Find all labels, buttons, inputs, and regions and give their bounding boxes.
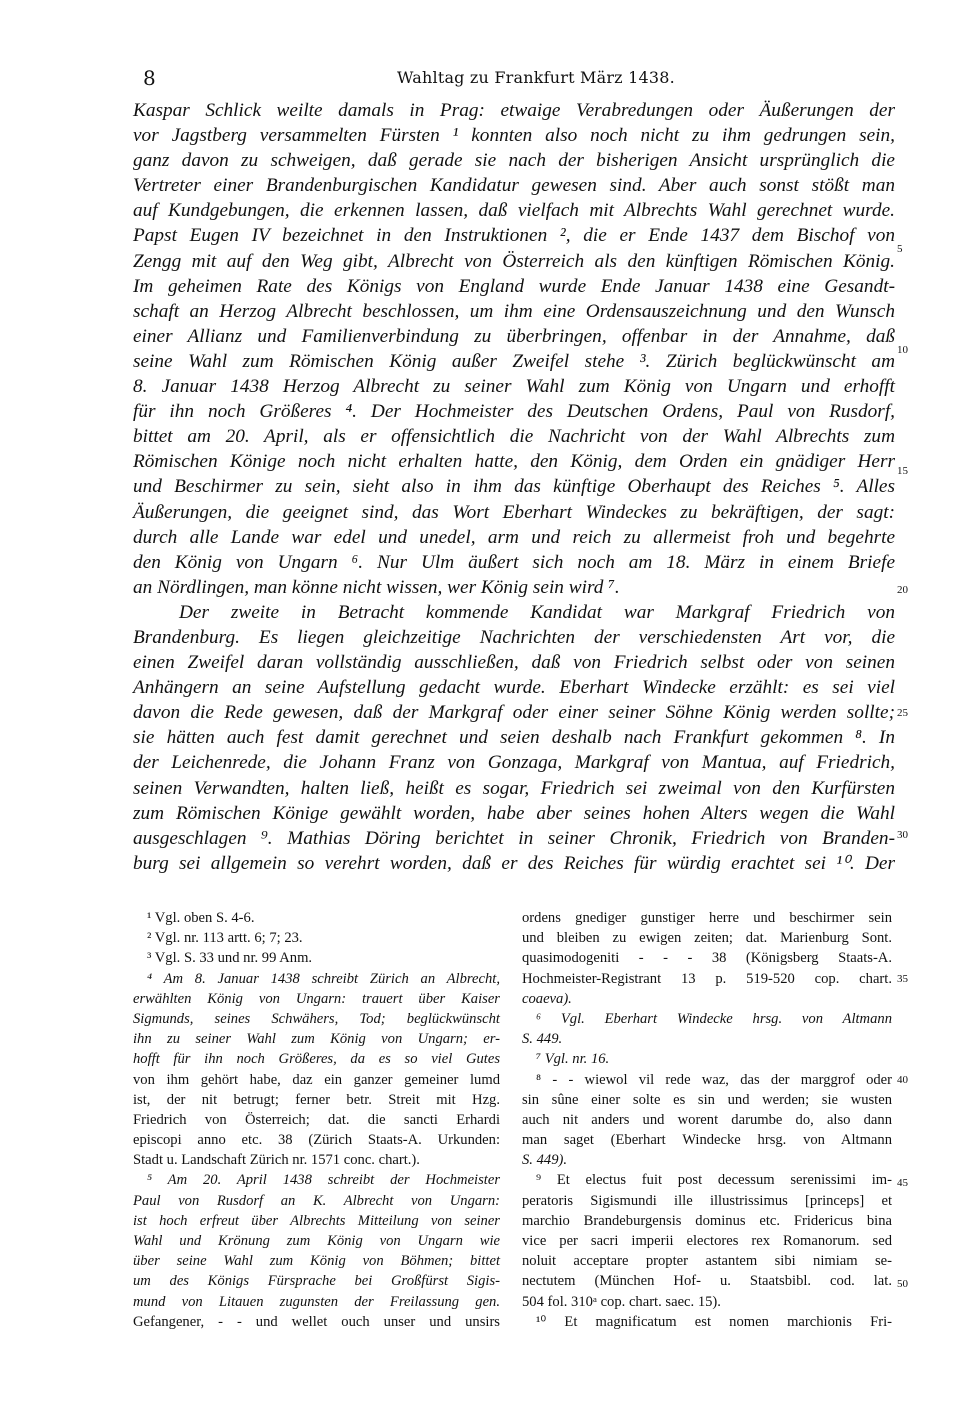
footnote-line: Sigmunds, seines Schwähers, Tod; beglückwünscht [133,1010,500,1027]
text-line: ganz davon zu schweigen, daß gerade sie nach der bisherigen Ansicht ursprünglich die [133,150,895,172]
text-line: zum Römischen Könige gewählt worden, habe aber seines hohen Alters wegen die Wahl [133,802,895,824]
footnote-line: von ihm gehört habe, daz ein ganzer gemeiner lumd [133,1071,500,1088]
page-number: 8 [143,66,156,90]
footnote-line: ² Vgl. nr. 113 artt. 6; 7; 23. [147,930,303,947]
footnote-line: ⁴ Am 8. Januar 1438 schreibt Zürich an Albrecht, [147,970,500,987]
text-line: für ihn noch Größeres ⁴. Der Hochmeister des Deutschen Ordens, Paul von Rusdorf, [133,401,895,423]
line-number: 10 [897,344,908,356]
text-line: ausgeschlagen ⁹. Mathias Döring berichtet in seiner Chronik, Friedrich von Branden- [133,827,895,849]
text-line: einer Allianz und Familienverbindung zu überbringen, offenbar in der Annahme, daß [133,325,895,347]
line-number: 35 [897,973,908,985]
text-line: vor Jagstberg versammelten Fürsten ¹ konnten also noch nicht zu ihm gedrungen sein, [133,125,895,147]
text-line: Im geheimen Rate des Königs von England wurde Ende Januar 1438 eine Gesandt- [133,275,895,297]
page-header [143,66,903,90]
text-line: burg sei allgemein so verehrt worden, daß er des Reiches für würdig erachtet sei ¹⁰. Der [133,852,895,874]
text-line: Zengg mit auf den Weg gibt, Albrecht von Österreich als den künftigen Römischen König. [133,250,895,272]
text-line: durch alle Lande war edel und unedel, arm und reich zu allermeist froh und begehrte [133,526,895,548]
footnote-line: Stadt u. Landschaft Zürich nr. 1571 conc. chart.). [133,1152,420,1169]
footnote-line: sin sûne einer solte es sin und werden; sie wusten [522,1091,892,1108]
text-line: bittet am 20. April, als er offensichtlich die Nachricht von der Wahl Albrechts zum [133,426,895,448]
footnote-line: peratoris Sigismundi ille illustrissimus [princeps] et [522,1192,892,1209]
footnote-line: Friedrich von Österreich; dat. die sancti Erhardi [133,1111,500,1128]
footnote-line: Hochmeister-Registrant 13 p. 519-520 cop. chart. [522,970,892,987]
text-line: Papst Eugen IV bezeichnet in den Instruktionen ², die er Ende 1437 dem Bischof von [133,225,895,247]
footnote-line: Paul von Rusdorf an K. Albrecht von Ungarn: [133,1192,500,1209]
footnote-line: auch nit anders und worent darumbe do, also dann [522,1111,892,1128]
footnote-line: ihn zu seiner Wahl zum König von Ungarn; er- [133,1031,500,1048]
footnote-line: ordens gnediger gunstiger herre und beschirmer sein [522,910,892,926]
line-number: 15 [897,465,908,477]
footnote-line: man saget (Eberhart Windecke hrsg. von Altmann [522,1132,892,1149]
text-line: Vertreter einer Brandenburgischen Kandidatur gewesen sind. Aber auch sonst stößt man [133,175,895,197]
footnote-line: ⁶ Vgl. Eberhart Windecke hrsg. von Altmann [536,1010,892,1027]
footnote-line: noluit acceptare propter astantem sibi nimiam se- [522,1253,892,1270]
footnote-line: hofft für ihn noch Größeres, da es so viel Gutes [133,1051,500,1068]
footnote-line: ist hoch erfreut über Albrechts Mitteilung von seiner [133,1212,500,1229]
text-line: Äußerungen, die geeignet sind, das Wort Eberhart Windeckes zu bekräftigen, der sagt: [133,501,895,523]
line-number: 20 [897,584,908,596]
main-text [133,98,895,876]
line-number: 25 [897,707,908,719]
footnotes-right-column [522,908,892,1332]
line-number: 45 [897,1177,908,1189]
footnote-line: ⁷ Vgl. nr. 16. [536,1051,610,1068]
footnote-line: und bleiben zu ewigen zeiten; dat. Marienburg Sont. [522,930,892,947]
text-line: an Nördlingen, man könne nicht wissen, wer König sein wird ⁷. [133,576,620,598]
text-line: der Leichenrede, die Johann Franz von Gonzaga, Markgraf von Mantua, auf Friedrich, [133,752,895,774]
footnote-line: ⁹ Et electus fuit post decessum serenissimi im- [536,1172,892,1189]
text-line: schaft an Herzog Albrecht beschlossen, um ihm eine Ordensauszeichnung und den Wunsch [133,300,895,322]
line-number: 50 [897,1278,908,1290]
footnote-line: vice per sacri imperii electores rex Romanorum. sed [522,1233,892,1249]
text-line: Kaspar Schlick weilte damals in Prag: etwaige Verabredungen oder Äußerungen der [133,100,895,121]
line-number: 5 [897,243,903,255]
footnote-line: marchio Brandeburgensis dominus etc. Fridericus bina [522,1212,892,1229]
text-line: auf Kundgebungen, die erkennen lassen, daß vielfach mit Albrechts Wahl gerechnet wurde. [133,200,895,222]
text-line: davon die Rede gewesen, daß der Markgraf oder einer seiner Söhne König werden sollte; [133,702,895,724]
footnote-line: episcopi anno etc. 38 (Zürich Staats-A. Urkunden: [133,1132,500,1149]
footnote-line: 504 fol. 310ᵃ cop. chart. saec. 15). [522,1293,721,1310]
footnote-line: ¹ Vgl. oben S. 4-6. [147,910,255,926]
footnote-line: erwählten König von Ungarn: trauert über Kaiser [133,990,500,1007]
text-line: Anhängern an seine Aufstellung gedacht wurde. Eberhart Windecke erzählt: es sei viel [133,677,895,699]
footnote-line: um des Königs Fürsprache bei Großfürst Sigis- [133,1273,500,1290]
footnote-line: mund von Litauen zugunsten der Freilassung gen. [133,1293,500,1310]
footnotes-left-column [133,908,500,1332]
footnote-line: ¹⁰ Et magnificatum est nomen marchionis Fri- [536,1313,892,1330]
text-line: Römischen Könige noch nicht erhalten hatte, den König, dem Orden ein gnädiger Herr [133,451,895,473]
footnote-line: S. 449. [522,1031,563,1048]
footnote-line: ist, der nit betrugt; ferner betr. Streit mit Hzg. [133,1091,500,1108]
line-number: 40 [897,1074,908,1086]
footnote-line: S. 449). [522,1152,567,1169]
footnote-line: ⁵ Am 20. April 1438 schreibt der Hochmeister [147,1172,500,1189]
running-head: Wahltag zu Frankfurt März 1438. [397,68,675,87]
text-line: den König von Ungarn ⁶. Nur Ulm äußert sich noch am 18. März in einem Briefe [133,551,895,573]
footnote-line: quasimodogeniti - - - 38 (Königsberg Staats-A. [522,950,892,967]
text-line: 8. Januar 1438 Herzog Albrecht zu seiner Wahl zum König von Ungarn und erhofft [133,376,895,398]
text-line: seine Wahl zum Römischen König außer Zweifel stehe ³. Zürich beglückwünscht am [133,350,895,372]
footnote-line: Wahl und Krönung zum König von Ungarn wie [133,1233,500,1249]
text-line: einen Zweifel daran vollständig ausschließen, daß von Friedrich selbst oder von seinen [133,652,895,674]
line-number: 30 [897,829,908,841]
text-line: Brandenburg. Es liegen gleichzeitige Nachrichten der verschiedensten Art vor, die [133,626,895,648]
text-line: und Beschirmer zu sein, sieht also in ihm das künftige Oberhaupt des Reiches ⁵. Alles [133,476,895,498]
footnote-line: ³ Vgl. S. 33 und nr. 99 Anm. [147,950,313,967]
footnote-line: Gefangener, - - und wellet ouch unser und unsirs [133,1313,500,1330]
text-line: seinen Verwandten, halten ließ, heißt es sogar, Friedrich sei zweimal von den Kurfürsten [133,777,895,799]
text-line: Der zweite in Betracht kommende Kandidat war Markgraf Friedrich von [179,601,895,623]
footnote-line: coaeva). [522,990,572,1007]
footnote-line: ⁸ - - wiewol vil rede waz, das der marggrof oder [536,1071,892,1088]
footnote-line: nectutem (München Hof- u. Staatsbibl. cod. lat. [522,1273,892,1290]
text-line: sie hätten auch fest damit gerechnet und seien deshalb nach Frankfurt gekommen ⁸. In [133,727,895,749]
footnote-line: über seine Wahl zum König von Böhmen; bittet [133,1253,500,1270]
